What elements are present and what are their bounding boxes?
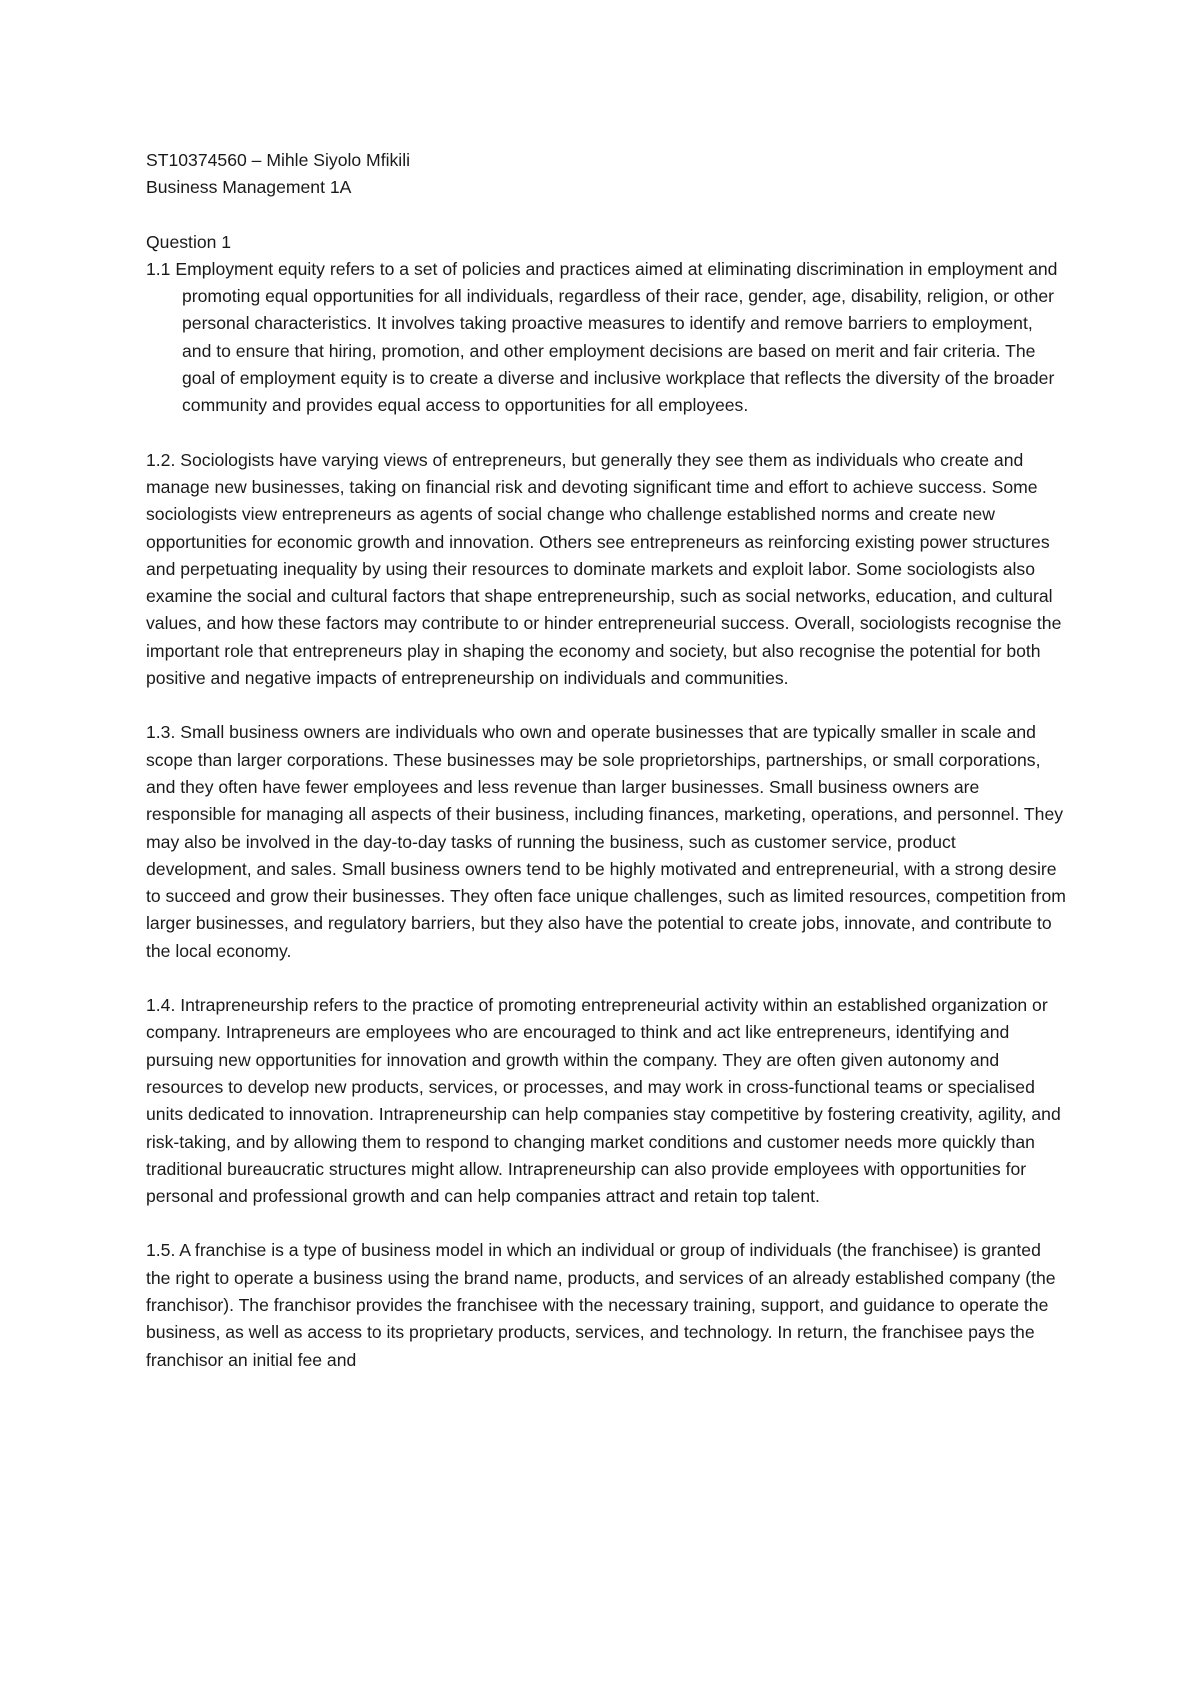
answer-1-3-text: Small business owners are individuals who own and operate businesses that are typically smaller in scale and scope than larger corporations. These businesses may be sole proprietorships, partnerships, or small corporations, and they often have fewer employees and less revenue than larger businesses. Small business owners are responsible for managing all aspects of their business, including finances, marketing, operations, and personnel. They may also be involved in the day-to-day tasks of running the business, such as customer service, product development, and sales. Small business owners tend to be highly motivated and entrepreneurial, with a strong desire to succeed and grow their businesses. They often face unique challenges, such as limited resources, competition from larger businesses, and regulatory barriers, but they also have the potential to create jobs, innovate, and contribute to the local economy. (146, 722, 1066, 961)
question-title: Question 1 (146, 231, 232, 252)
answer-1-5-number: 1.5. (146, 1240, 176, 1261)
answer-1-2-text: Sociologists have varying views of entrepreneurs, but generally they see them as individuals who create and manage new businesses, taking on financial risk and devoting significant time and effort to achieve success. Some sociologists view entrepreneurs as agents of social change who challenge established norms and create new opportunities for economic growth and innovation. Others see entrepreneurs as reinforcing existing power structures and perpetuating inequality by using their resources to dominate markets and exploit labor. Some sociologists also examine the social and cultural factors that shape entrepreneurship, such as social networks, education, and cultural values, and how these factors may contribute to or hinder entrepreneurial success. Overall, sociologists recognise the important role that entrepreneurs play in shaping the economy and society, but also recognise the potential for both positive and negative impacts of entrepreneurship on individuals and communities. (146, 449, 1062, 689)
answer-1-3-number: 1.3. (146, 722, 176, 743)
spacer (146, 1210, 1066, 1237)
answer-1-5-text: A franchise is a type of business model in which an individual or group of individuals (the franchisee) is granted the right to operate a business using the brand name, products, and services of an already established company (the franchisor). The franchisor provides the franchisee with the necessary training, support, and guidance to operate the business, as well as access to its proprietary products, services, and technology. In return, the franchisee pays the franchisor an initial fee and (146, 1240, 1056, 1370)
student-line: ST10374560 – Mihle Siyolo Mfikili (146, 150, 411, 170)
spacer (146, 202, 1066, 229)
answer-1-2 (146, 447, 1066, 693)
answer-1-1-number: 1.1 (146, 258, 171, 279)
answer-1-4 (146, 992, 1066, 1210)
spacer (146, 692, 1066, 719)
answer-1-4-text: Intrapreneurship refers to the practice of promoting entrepreneurial activity within an established organization or company. Intrapreneurs are employees who are encouraged to think and act like entrepreneurs, identifying and pursuing new opportunities for innovation and growth within the company. They are often given autonomy and resources to develop new products, services, or processes, and may work in cross-functional teams or specialised units dedicated to innovation. Intrapreneurship can help companies stay competitive by fostering creativity, agility, and risk-taking, and by allowing them to respond to changing market conditions and customer needs more quickly than traditional bureaucratic structures might allow. Intrapreneurship can also provide employees with opportunities for personal and professional growth and can help companies attract and retain top talent. (146, 995, 1061, 1207)
document-page (146, 147, 1066, 1374)
answer-1-3 (146, 719, 1066, 965)
module-line: Business Management 1A (146, 177, 352, 198)
answer-1-1-text: Employment equity refers to a set of policies and practices aimed at eliminating discrimination in employment and promoting equal opportunities for all individuals, regardless of their race, gender, age, disability, religion, or other personal characteristics. It involves taking proactive measures to identify and remove barriers to employment, and to ensure that hiring, promotion, and other employment decisions are based on merit and fair criteria. The goal of employment equity is to create a diverse and inclusive workplace that reflects the diversity of the broader community and provides equal access to opportunities for all employees. (175, 258, 1058, 416)
answer-1-2-number: 1.2. (146, 449, 176, 470)
answer-1-5 (146, 1237, 1066, 1373)
answer-1-4-number: 1.4. (146, 995, 176, 1016)
spacer (146, 420, 1066, 447)
spacer (146, 965, 1066, 992)
answer-1-1 (146, 256, 1066, 420)
